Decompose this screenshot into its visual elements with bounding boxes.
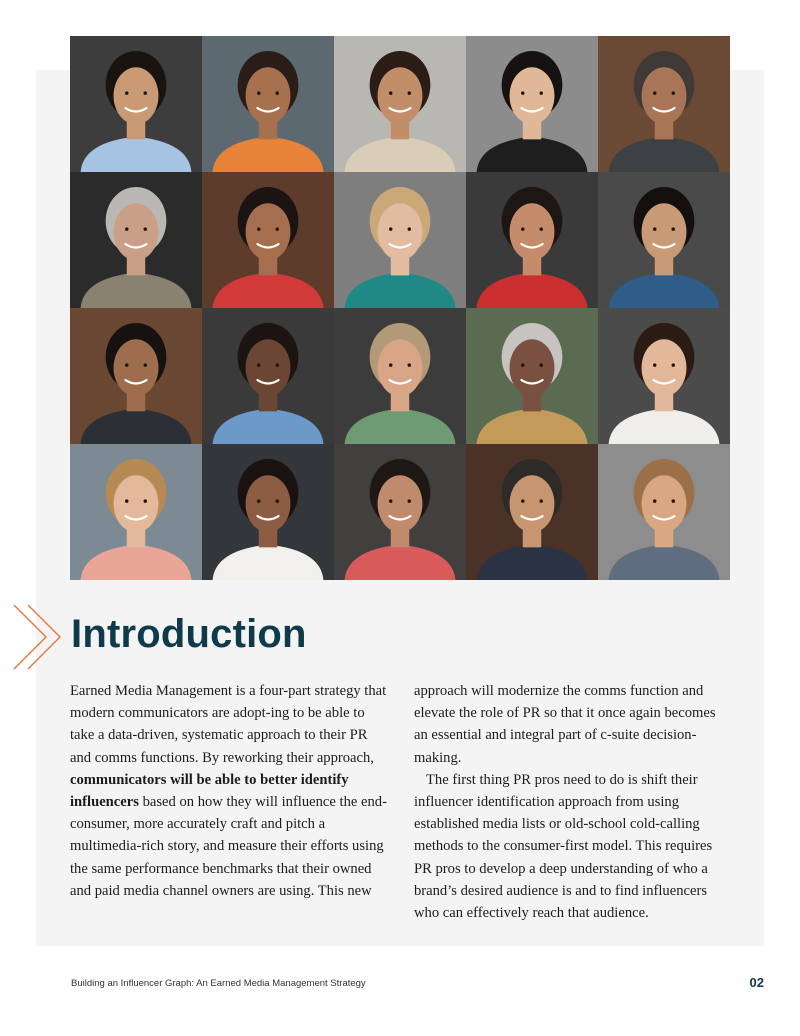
portrait-woman-wavy-hair-floral bbox=[598, 444, 730, 580]
intro-paragraph-2: The first thing PR pros need to do is shift their influencer identification approach from using established media lists or old-school cold-calling methods to the consumer-first model. This requires PR pros to develop a deep understanding of who a brand’s desired audience is and to find influencers who can effectively reach that audience. bbox=[414, 771, 713, 922]
portrait-woman-red-blouse bbox=[202, 172, 334, 308]
portrait-man-dark-suit bbox=[70, 308, 202, 444]
portrait-man-light-blue-shirt bbox=[70, 36, 202, 172]
intro-bold-phrase: communicators will be able to better identify influencers bbox=[70, 771, 349, 811]
chevron-icon bbox=[12, 604, 62, 670]
portrait-man-locs-denim bbox=[202, 308, 334, 444]
page-number: 02 bbox=[749, 975, 764, 990]
portrait-man-navy-suit bbox=[466, 444, 598, 580]
portrait-man-green-sweater bbox=[334, 308, 466, 444]
portrait-woman-gray-curly-hair bbox=[70, 172, 202, 308]
intro-column-right bbox=[414, 680, 732, 924]
footer-title: Building an Influencer Graph: An Earned Media Management Strategy bbox=[71, 978, 366, 989]
portrait-woman-red-floral bbox=[466, 172, 598, 308]
intro-column-left bbox=[70, 680, 388, 902]
portrait-photo-grid bbox=[70, 36, 730, 580]
portrait-man-red-tshirt bbox=[334, 444, 466, 580]
portrait-woman-pink-top bbox=[70, 444, 202, 580]
intro-text-start: Earned Media Management is a four-part strategy that modern communicators are adopt-ing to be able to take a data-driven, systematic approach to their PR and comms functions. By reworking their approach, bbox=[70, 683, 387, 766]
portrait-woman-dark-blazer bbox=[466, 36, 598, 172]
portrait-woman-orange-sari bbox=[202, 36, 334, 172]
portrait-woman-blonde-teal-top bbox=[334, 172, 466, 308]
page-title: Introduction bbox=[71, 612, 307, 656]
portrait-woman-beige-top bbox=[334, 36, 466, 172]
intro-paragraph-1 bbox=[70, 680, 388, 902]
portrait-woman-white-top bbox=[202, 444, 334, 580]
intro-paragraph-continued: approach will modernize the comms function and elevate the role of PR so that it once again becomes an essential and integral part of c-suite decision-making. bbox=[414, 683, 716, 766]
intro-text-end: based on how they will influence the end-consumer, more accurately craft and pitch a multimedia-rich story, and measure their efforts using the same performance benchmarks that their owned and paid media channel owners are using. This new bbox=[70, 794, 387, 899]
portrait-man-long-hair-blue bbox=[598, 172, 730, 308]
portrait-woman-silver-hair bbox=[466, 308, 598, 444]
portrait-man-gray-suit bbox=[598, 36, 730, 172]
portrait-woman-white-blouse bbox=[598, 308, 730, 444]
